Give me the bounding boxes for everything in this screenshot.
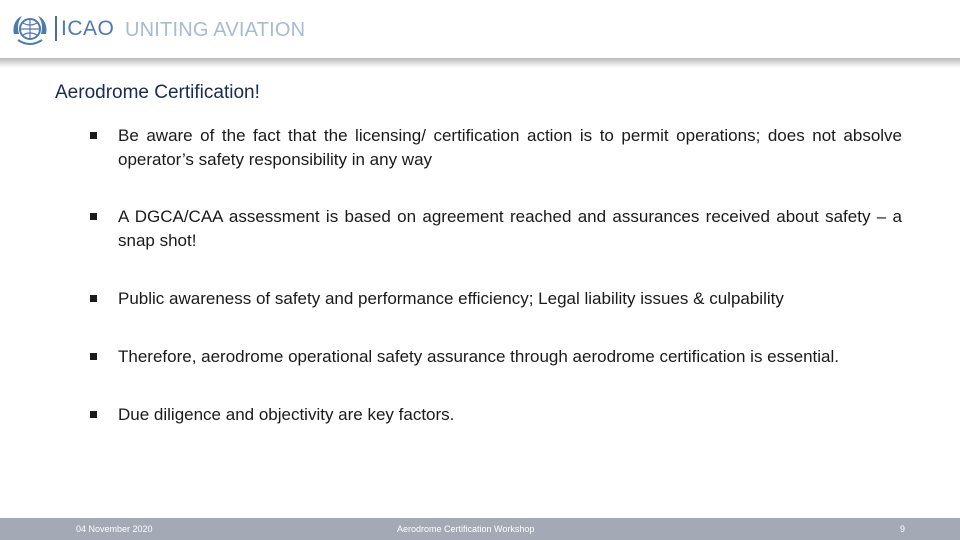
square-bullet-icon (90, 411, 97, 418)
square-bullet-icon (90, 213, 97, 220)
square-bullet-icon (90, 295, 97, 302)
bullet-text: Public awareness of safety and performance efficiency; Legal liability issues & culpability (118, 289, 784, 308)
bullet-text: A DGCA/CAA assessment is based on agreement reached and assurances received about safety – a snap shot! (118, 207, 902, 250)
bullet-item (90, 345, 902, 369)
bullet-text: Be aware of the fact that the licensing/ certification action is to permit operations; does not absolve operator’s safety responsibility in any way (118, 126, 902, 169)
icao-emblem-icon (10, 12, 50, 48)
square-bullet-icon (90, 353, 97, 360)
bullet-item (90, 124, 902, 172)
footer-bar (0, 518, 960, 540)
bullet-item (90, 287, 902, 311)
logo-separator (55, 16, 57, 41)
header-divider (0, 58, 960, 68)
bullet-text: Therefore, aerodrome operational safety assurance through aerodrome certification is essential. (118, 347, 839, 366)
square-bullet-icon (90, 132, 97, 139)
header-bar (0, 0, 960, 58)
bullet-item (90, 403, 902, 427)
footer-date: 04 November 2020 (76, 524, 153, 534)
logo-text: ICAO (61, 17, 115, 40)
footer-event-name: Aerodrome Certification Workshop (397, 524, 535, 534)
slide-title: Aerodrome Certification! (55, 82, 260, 103)
page-number: 9 (900, 524, 906, 534)
bullet-text: Due diligence and objectivity are key factors. (118, 405, 455, 424)
bullet-item (90, 205, 902, 253)
logo-tagline: UNITING AVIATION (125, 19, 306, 41)
bullet-list (90, 124, 902, 427)
